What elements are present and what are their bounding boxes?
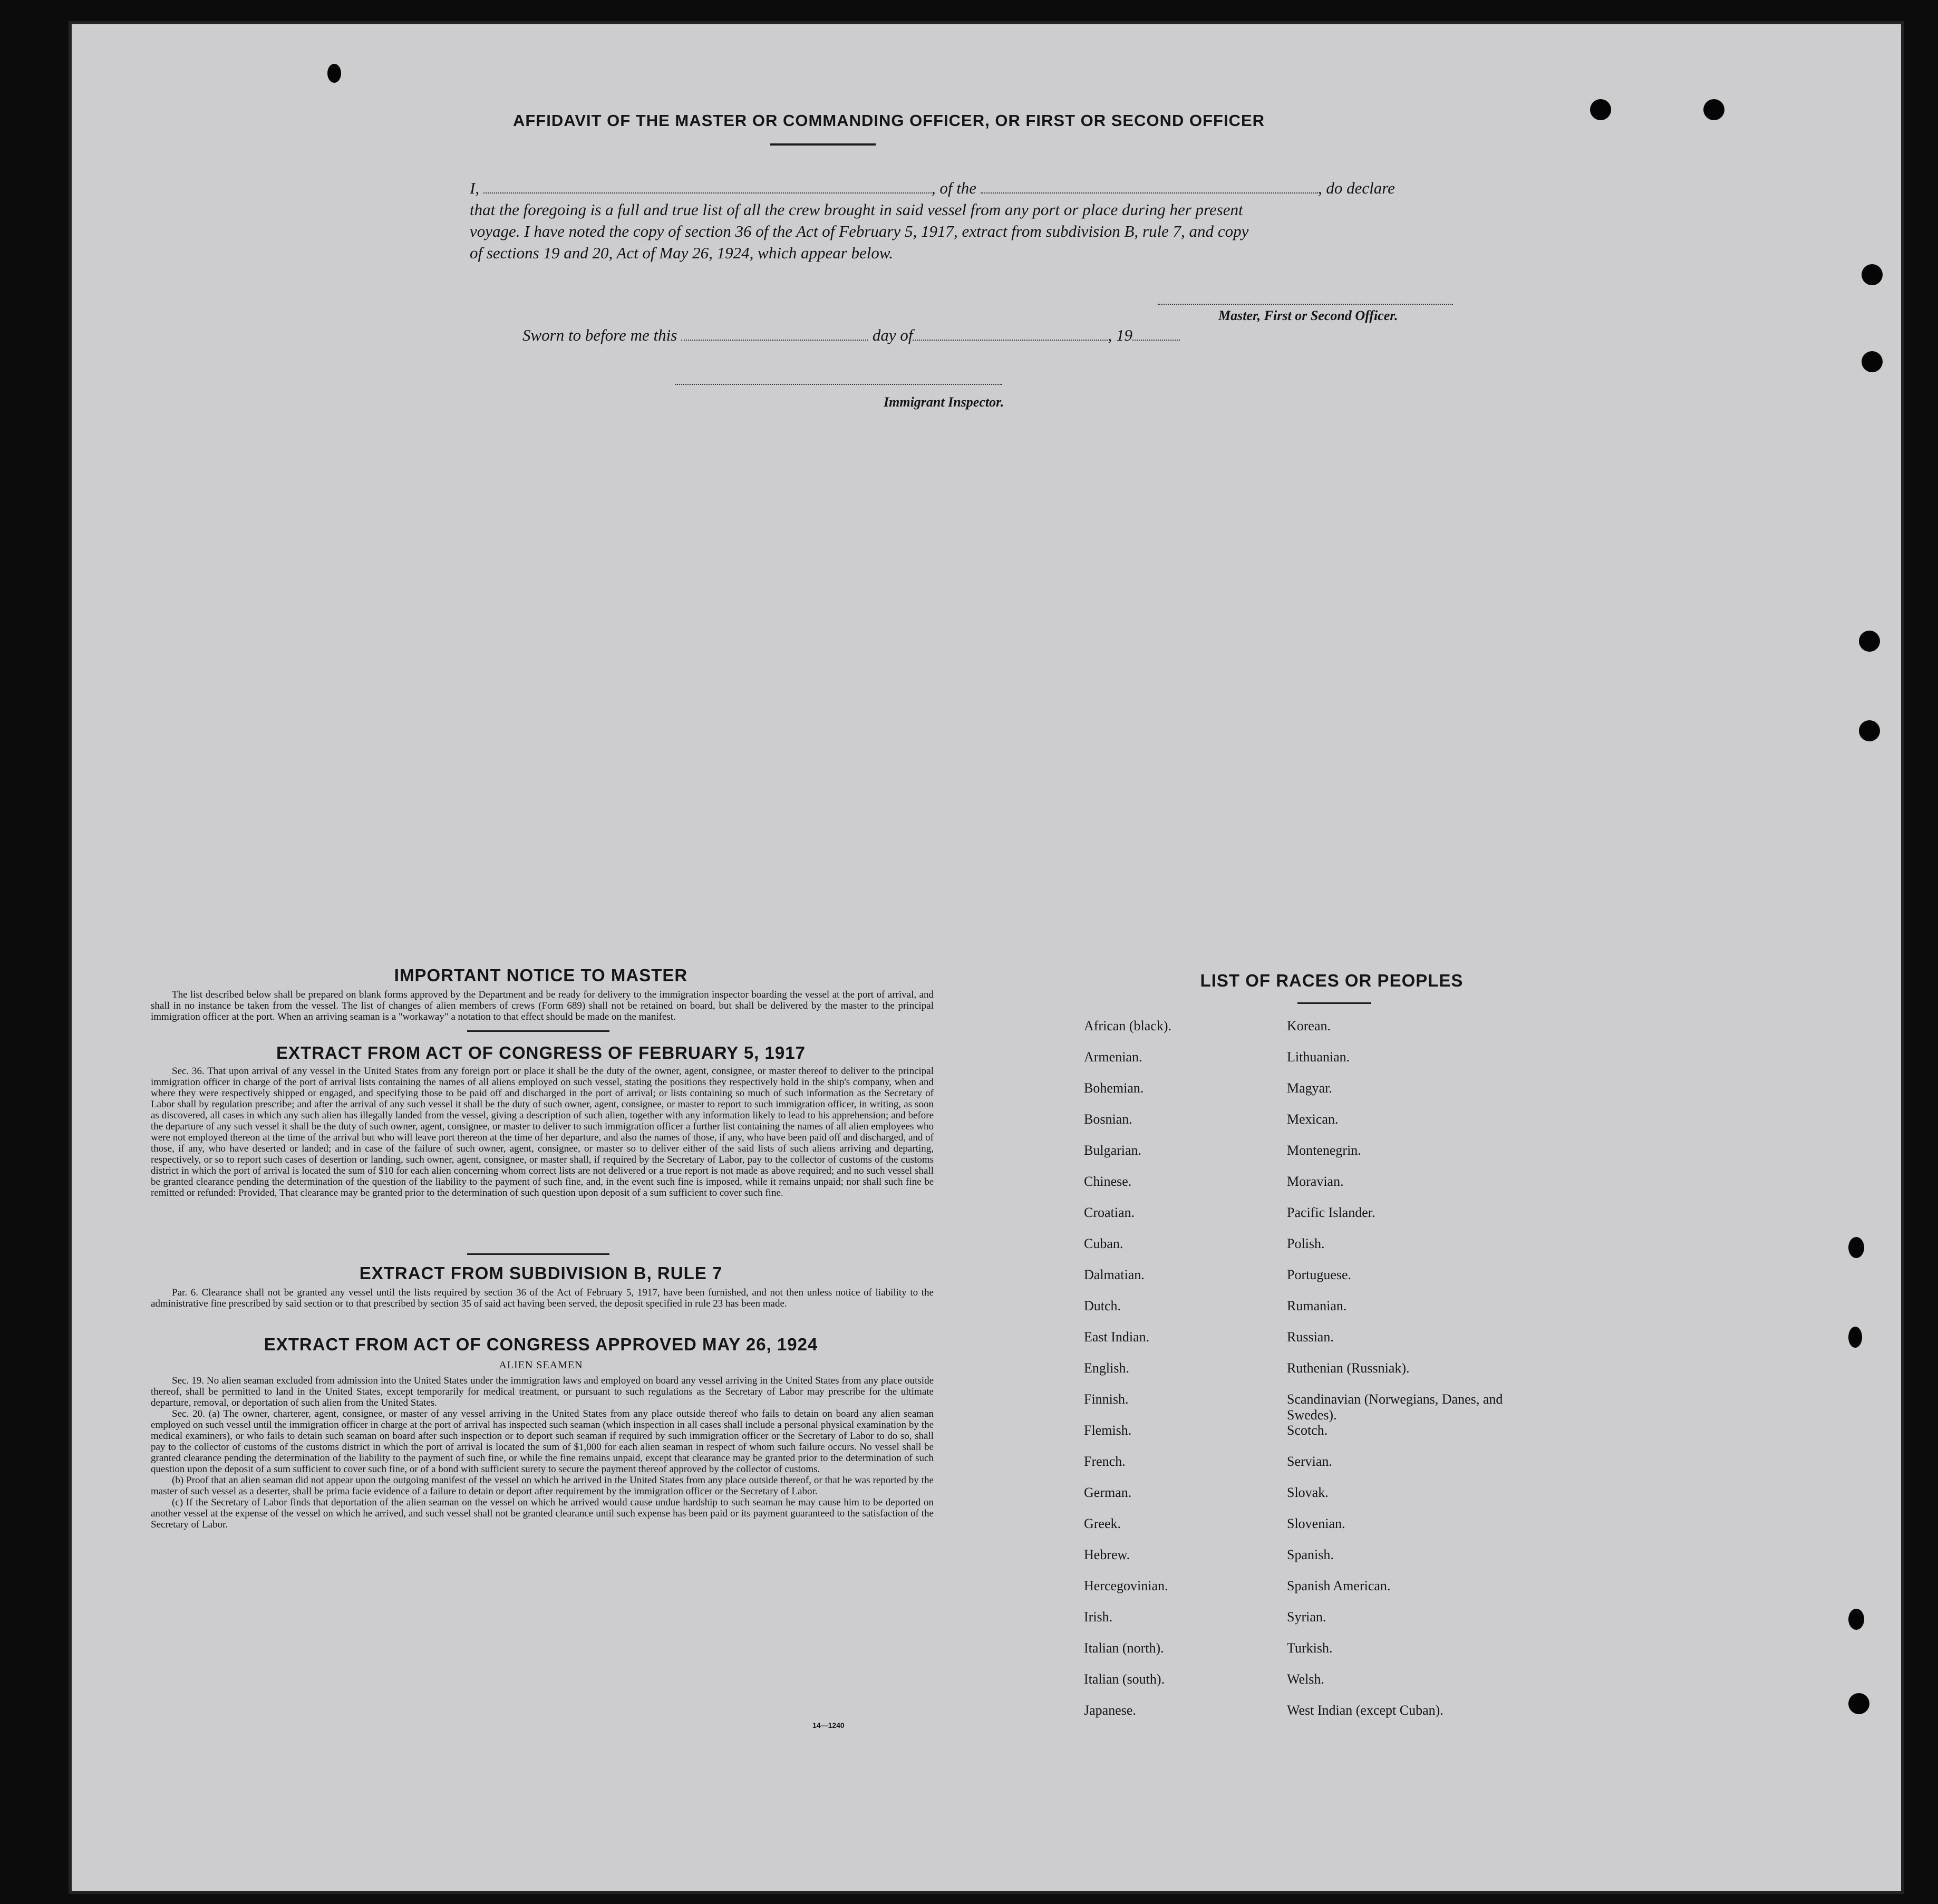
race-item: Dalmatian. xyxy=(1084,1267,1145,1282)
notice-text: The list described below shall be prepared on blank forms approved by the Department and be ready for delivery to the immigration inspector boarding the vessel at the port of arrival, and shall in no instance be taken from the vessel. The list of changes of alien members of crews (Form 689) shall not be retained on board, but shall be delivered by the master to the principal immigration officer at the port. When an arriving seaman is a "workaway" a notation to that effect should be made on the manifest. xyxy=(151,989,934,1022)
inspector-label: Immigrant Inspector. xyxy=(884,394,1004,410)
notice-title: IMPORTANT NOTICE TO MASTER xyxy=(394,965,688,985)
race-item: Turkish. xyxy=(1287,1640,1333,1656)
race-item: Croatian. xyxy=(1084,1205,1135,1220)
divider xyxy=(467,1253,609,1255)
race-item: Spanish. xyxy=(1287,1547,1334,1562)
punch-hole xyxy=(1848,1237,1864,1258)
race-item: Servian. xyxy=(1287,1454,1332,1469)
divider xyxy=(770,143,876,146)
race-item: Moravian. xyxy=(1287,1174,1344,1189)
punch-hole xyxy=(1848,1609,1864,1630)
affidavit-line-4: of sections 19 and 20, Act of May 26, 1924, which appear below. xyxy=(470,244,894,262)
form-number: 14—1240 xyxy=(812,1721,845,1729)
affidavit-line-2: that the foregoing is a full and true list of all the crew brought in said vessel from any port or place during her present xyxy=(470,200,1243,219)
punch-hole xyxy=(1862,351,1883,372)
race-item: Hebrew. xyxy=(1084,1547,1130,1562)
race-item: Montenegrin. xyxy=(1287,1143,1361,1158)
alien-seamen-subtitle: ALIEN SEAMEN xyxy=(499,1359,583,1371)
race-item: Scandinavian (Norwegians, Danes, and Swedes). xyxy=(1287,1391,1503,1423)
race-item: Bosnian. xyxy=(1084,1112,1132,1127)
day-of-label: day of xyxy=(872,326,913,344)
section-20b: (b) Proof that an alien seaman did not appear upon the outgoing manifest of the vessel on which he arrived in the United States from any place outside thereof, or that he was reported by the master of such vessel as a deserter, shall be prima facie evidence of a failure to detain or deport after requirement by the immigration officer or the Secretary of Labor. xyxy=(151,1475,934,1497)
master-signature-line[interactable] xyxy=(1158,304,1453,305)
race-item: Bohemian. xyxy=(1084,1080,1144,1096)
race-item: Cuban. xyxy=(1084,1236,1123,1251)
punch-hole xyxy=(1848,1327,1862,1348)
race-item: German. xyxy=(1084,1485,1132,1500)
race-item: Italian (south). xyxy=(1084,1671,1165,1687)
race-item: Armenian. xyxy=(1084,1049,1142,1065)
race-item: Welsh. xyxy=(1287,1671,1324,1687)
document-page xyxy=(69,21,1904,1894)
race-item: Portuguese. xyxy=(1287,1267,1352,1282)
race-item: Slovak. xyxy=(1287,1485,1329,1500)
race-item: East Indian. xyxy=(1084,1329,1150,1345)
extract-1924-title: EXTRACT FROM ACT OF CONGRESS APPROVED MAY 26, 1924 xyxy=(264,1335,818,1354)
race-item: Greek. xyxy=(1084,1516,1121,1531)
race-item: Syrian. xyxy=(1287,1609,1326,1625)
rule-7-text: Par. 6. Clearance shall not be granted any vessel until the lists required by section 36 of the Act of February 5, 1917, have been furnished, and not then unless notice of liability to the administrative fine prescribed by said section or to that prescribed by section 35 of said act having been served, the deposit specified in rule 23 has been made. xyxy=(151,1287,934,1309)
sworn-label: Sworn to before me this xyxy=(522,326,677,344)
sworn-day-field[interactable] xyxy=(681,340,868,341)
race-item: Rumanian. xyxy=(1287,1298,1347,1313)
affidavit-of-the: , of the xyxy=(931,179,977,197)
affidavit-line-3: voyage. I have noted the copy of section 36 of the Act of February 5, 1917, extract from subdivision B, rule 7, and copy xyxy=(470,222,1249,240)
race-item: Dutch. xyxy=(1084,1298,1121,1313)
extract-1917-text: Sec. 36. That upon arrival of any vessel in the United States from any foreign port or place it shall be the duty of the owner, agent, consignee, or master thereof to deliver to the principal immigration officer in charge of the port of arrival lists containing the names of all aliens employed on such vessel, stating the positions they respectively hold in the ship's company, when and where they were respectively shipped or engaged, and specifying those to be paid off and discharged in the port of arrival; or lists containing so much of such information as the Secretary of Labor shall by regulation prescribe; and after the arrival of any such vessel it shall be the duty of such owner, agent, consignee, or master to report to such immigration officer, in writing, as soon as discovered, all cases in which any such alien has illegally landed from the vessel, giving a description of such alien, together with any information likely to lead to his apprehension; and before the departure of any such vessel it shall be the duty of such owner, agent, consignee, or master to deliver to such immigration officer a further list containing the names of all alien employees who were not employed thereon at the time of the arrival but who will leave port thereon at the time of her departure, and also the names of those, if any, who have been paid off and discharged, and of those, if any, who have deserted or landed; and in case of the failure of such owner, agent, consignee, or master so to deliver either of the said lists of such aliens arriving and departing, respectively, or so to report such cases of desertion or landing, such owner, agent, consignee, or master shall, if required by the Secretary of Labor, pay to the collector of customs of the customs district in which the port of arrival is located the sum of $10 for each alien concerning whom correct lists are not delivered or a true report is not made as above required; and no such vessel shall be granted clearance pending the determination of the question of the liability to the payment of such fine, and, in the event such fine is imposed, while it remains unpaid; nor shall such fine be remitted or refunded: Provided, That clearance may be granted prior to the determination of such question upon deposit of a sum sufficient to cover such fine. xyxy=(151,1066,934,1199)
races-right-column xyxy=(1287,1018,1508,1734)
punch-hole xyxy=(1862,264,1883,285)
sworn-year-field[interactable] xyxy=(1132,340,1180,341)
race-item: French. xyxy=(1084,1454,1126,1469)
race-item: Flemish. xyxy=(1084,1423,1132,1438)
rule-7-title: EXTRACT FROM SUBDIVISION B, RULE 7 xyxy=(359,1263,723,1283)
race-item: Japanese. xyxy=(1084,1703,1136,1718)
sworn-month-field[interactable] xyxy=(913,340,1108,341)
race-item: Korean. xyxy=(1287,1018,1331,1033)
race-item: Finnish. xyxy=(1084,1391,1129,1407)
race-item: Russian. xyxy=(1287,1329,1334,1345)
divider xyxy=(467,1030,609,1032)
divider xyxy=(1297,1002,1371,1004)
punch-hole xyxy=(1859,631,1880,652)
punch-hole xyxy=(1848,1693,1869,1714)
punch-hole xyxy=(1859,720,1880,741)
race-item: Chinese. xyxy=(1084,1174,1132,1189)
affidavit-title: AFFIDAVIT OF THE MASTER OR COMMANDING OFFICER, OR FIRST OR SECOND OFFICER xyxy=(512,111,1265,130)
race-item: Hercegovinian. xyxy=(1084,1578,1168,1593)
extract-1924-body xyxy=(151,1375,934,1530)
race-item: Polish. xyxy=(1287,1236,1325,1251)
punch-hole xyxy=(1590,99,1611,120)
affidavit-do-declare: , do declare xyxy=(1317,179,1395,197)
race-item: Lithuanian. xyxy=(1287,1049,1350,1065)
race-item: Slovenian. xyxy=(1287,1516,1345,1531)
race-item: Bulgarian. xyxy=(1084,1143,1142,1158)
master-signature-label: Master, First or Second Officer. xyxy=(1218,308,1398,323)
section-20a: Sec. 20. (a) The owner, charterer, agent, consignee, or master of any vessel arriving in the United States from any place outside thereof who fails to detain on board any alien seaman employed on such vessel until the immigration officer in charge at the port of arrival has inspected such seaman (which inspection in all cases shall include a personal physical examination by the medical examiners), or who fails to detain such seaman on board after such inspection or to deport such seaman if required by such immigration officer or the Secretary of Labor to do so, shall pay to the collector of customs of the customs district in which the port of arrival is located the sum of $1,000 for each alien seaman in respect of whom such failure occurs. No vessel shall be granted clearance pending the determination of the liability to the payment of such fine, or while the fine remains unpaid, except that clearance may be granted prior to the determination of such question upon the deposit of a sum sufficient to cover such fine, or of a bond with sufficient surety to secure the payment thereof approved by the collector of customs. xyxy=(151,1408,934,1475)
extract-1917-title: EXTRACT FROM ACT OF CONGRESS OF FEBRUARY 5, 1917 xyxy=(276,1043,806,1062)
year-label: , 19 xyxy=(1108,326,1132,344)
section-20c: (c) If the Secretary of Labor finds that deportation of the alien seaman on the vessel on which he arrived would cause undue hardship to such seaman he may cause him to be deported on another vessel at the expense of the vessel on which he arrived, and such vessel shall not be granted clearance until such expense has been paid or its payment guaranteed to the satisfaction of the Secretary of Labor. xyxy=(151,1497,934,1530)
race-item: Pacific Islander. xyxy=(1287,1205,1375,1220)
race-item: Scotch. xyxy=(1287,1423,1328,1438)
punch-hole xyxy=(1703,99,1724,120)
inspector-signature-line[interactable] xyxy=(675,384,1002,385)
name-field[interactable] xyxy=(483,192,932,194)
race-item: Magyar. xyxy=(1287,1080,1332,1096)
race-item: Ruthenian (Russniak). xyxy=(1287,1360,1410,1376)
race-item: African (black). xyxy=(1084,1018,1172,1033)
race-item: English. xyxy=(1084,1360,1129,1376)
races-title: LIST OF RACES OR PEOPLES xyxy=(1200,971,1464,990)
races-left-column xyxy=(1084,1018,1284,1734)
section-19: Sec. 19. No alien seaman excluded from admission into the United States under the immigration laws and employed on board any vessel arriving in the United States from any place outside thereof, shall be permitted to land in the United States, except temporarily for medical treatment, or pursuant to such regulations as the Secretary of Labor may prescribe for the ultimate departure, removal, or deportation of such alien from the United States. xyxy=(151,1375,934,1408)
affidavit-i: I, xyxy=(470,179,480,197)
punch-hole xyxy=(327,64,341,83)
race-item: West Indian (except Cuban). xyxy=(1287,1703,1443,1718)
race-item: Irish. xyxy=(1084,1609,1113,1625)
vessel-field[interactable] xyxy=(981,192,1318,194)
affidavit-body xyxy=(470,177,1524,264)
race-item: Mexican. xyxy=(1287,1112,1339,1127)
race-item: Spanish American. xyxy=(1287,1578,1391,1593)
sworn-line xyxy=(522,326,1180,345)
race-item: Italian (north). xyxy=(1084,1640,1164,1656)
